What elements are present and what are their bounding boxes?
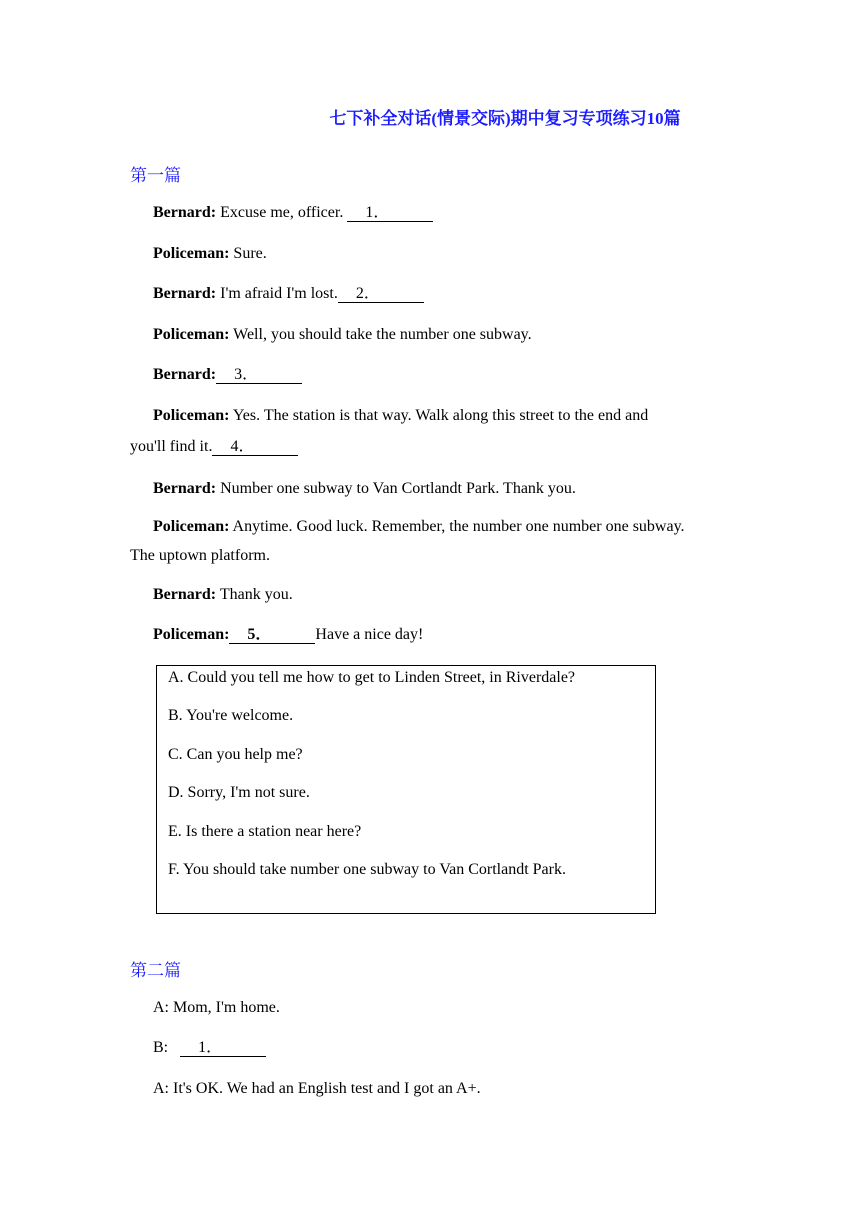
speaker-label: Policeman: bbox=[153, 326, 230, 343]
line-text: Anytime. Good luck. Remember, the number one number one subway. bbox=[229, 518, 685, 535]
options-box bbox=[156, 665, 656, 914]
dialogue-line bbox=[153, 585, 293, 605]
answer-blank[interactable]: 5． bbox=[229, 627, 315, 644]
line-text: A: It's OK. We had an English test and I got an A+. bbox=[153, 1080, 481, 1097]
speaker-label: Policeman: bbox=[153, 245, 230, 262]
dialogue-line bbox=[153, 479, 576, 499]
dialogue-line bbox=[153, 998, 280, 1018]
section-heading-1: 第一篇 bbox=[130, 166, 181, 185]
dialogue-line bbox=[153, 1079, 481, 1099]
line-text: The uptown platform. bbox=[130, 547, 270, 564]
speaker-label: Policeman: bbox=[153, 518, 230, 535]
dialogue-line-continuation bbox=[130, 437, 298, 457]
option-item: A. Could you tell me how to get to Linden Street, in Riverdale? bbox=[168, 669, 576, 686]
line-text: B: bbox=[153, 1039, 181, 1056]
section-heading-2: 第二篇 bbox=[130, 961, 181, 980]
answer-blank[interactable]: 3． bbox=[216, 367, 302, 384]
option-item: C. Can you help me? bbox=[168, 746, 303, 763]
answer-blank[interactable]: 4． bbox=[212, 439, 298, 456]
answer-blank[interactable]: 2． bbox=[338, 286, 424, 303]
option-item: B. You're welcome. bbox=[168, 707, 294, 724]
option-item: D. Sorry, I'm not sure. bbox=[168, 784, 310, 801]
dialogue-line bbox=[153, 284, 424, 304]
answer-blank[interactable]: 1． bbox=[180, 1040, 266, 1057]
dialogue-line bbox=[153, 365, 302, 385]
dialogue-line bbox=[153, 517, 685, 537]
line-text: Yes. The station is that way. Walk along this street to the end and bbox=[229, 407, 649, 424]
speaker-label: Bernard: bbox=[153, 480, 217, 497]
speaker-label: Policeman: bbox=[153, 626, 230, 643]
line-text: Number one subway to Van Cortlandt Park. Thank you. bbox=[216, 480, 576, 497]
line-text: I'm afraid I'm lost. bbox=[216, 285, 338, 302]
dialogue-line bbox=[153, 625, 423, 645]
speaker-label: Bernard: bbox=[153, 366, 217, 383]
dialogue-line bbox=[153, 244, 267, 264]
answer-blank[interactable]: 1． bbox=[347, 205, 433, 222]
document-title: 七下补全对话(情景交际)期中复习专项练习10篇 bbox=[329, 109, 681, 128]
dialogue-line bbox=[153, 203, 433, 223]
dialogue-line bbox=[153, 406, 648, 426]
line-text: Well, you should take the number one subway. bbox=[229, 326, 532, 343]
dialogue-line-continuation bbox=[130, 546, 270, 566]
speaker-label: Bernard: bbox=[153, 586, 217, 603]
dialogue-line bbox=[153, 1038, 266, 1058]
line-text: A: Mom, I'm home. bbox=[153, 999, 280, 1016]
speaker-label: Bernard: bbox=[153, 285, 217, 302]
line-text: you'll find it. bbox=[130, 438, 213, 455]
speaker-label: Policeman: bbox=[153, 407, 230, 424]
line-text: Have a nice day! bbox=[315, 626, 424, 643]
dialogue-line bbox=[153, 325, 532, 345]
line-text: Sure. bbox=[229, 245, 267, 262]
option-item: F. You should take number one subway to Van Cortlandt Park. bbox=[168, 861, 566, 878]
option-item: E. Is there a station near here? bbox=[168, 823, 362, 840]
line-text: Thank you. bbox=[216, 586, 293, 603]
speaker-label: Bernard: bbox=[153, 204, 217, 221]
line-text: Excuse me, officer. bbox=[216, 204, 348, 221]
